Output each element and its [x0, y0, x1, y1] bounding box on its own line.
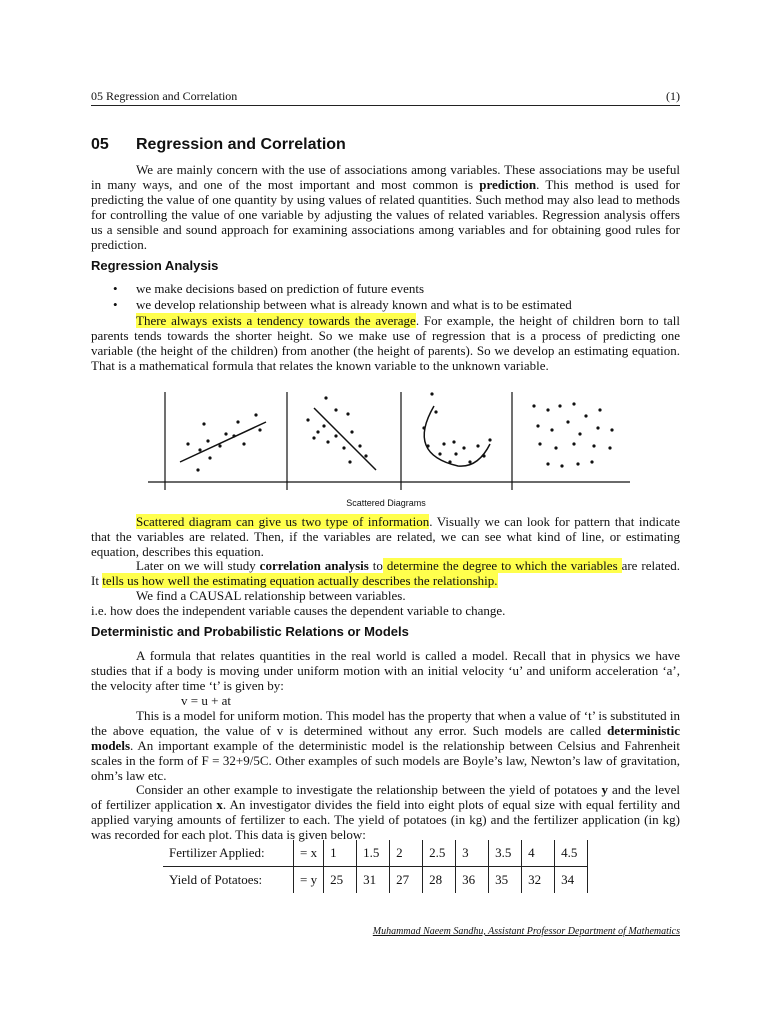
table-row — [163, 867, 588, 894]
velocity-formula: v = u + at — [181, 693, 232, 708]
highlight-estimating: tells us how well the estimating equation actually describes the relationship. — [102, 573, 498, 588]
intro-text-a: We are mainly concern with the use of associations among variables. These associations may be useful in many ways, and one of the most important and most common is — [91, 162, 680, 192]
table-cell: 36 — [456, 867, 489, 894]
table-cell: = y — [294, 867, 324, 894]
table-cell: Yield of Potatoes: — [169, 872, 263, 887]
models-paragraph-2 — [91, 708, 680, 783]
table-cell: 1.5 — [357, 840, 390, 867]
panel4-points — [532, 402, 613, 467]
table-cell: 4 — [522, 840, 555, 867]
regression-bullet-list — [91, 281, 680, 313]
models-paragraph-3 — [91, 782, 680, 842]
scatter-text: . Visually we can look for pattern that indicate that the variables are related. Then, if the variables are related, we can see what kind of line, or estimating equation, describes this equation. — [91, 514, 680, 559]
models-p3-text-b: and the level of fertilizer application — [91, 782, 680, 812]
models-p2-text-b: . An important example of the deterministic model is the relationship between Celsius and Fahrenheit scales in the form of F = 32+9/5C. Other examples of such models are Boyle’s law, Newton’s law of gravitation, ohm’s law etc. — [91, 738, 680, 783]
scattered-diagrams-figure — [138, 384, 634, 510]
intro-bold-prediction: prediction — [479, 177, 537, 192]
correlation-text-c: are related. It — [91, 558, 680, 588]
models-p2-text-a: This is a model for uniform motion. This model has the property that when a value of ‘t’ is substituted in the above equation, the value of v is determined without any error. Such models are called — [91, 708, 680, 738]
header-page-number: (1) — [666, 89, 680, 103]
regression-heading: Regression Analysis — [91, 258, 219, 273]
models-heading: Deterministic and Probabilistic Relations or Models — [91, 624, 409, 639]
causal-line: We find a CAUSAL relationship between variables. — [136, 588, 406, 603]
highlight-scatter: Scattered diagram can give us two type of information — [136, 514, 430, 529]
table-cell: 4.5 — [555, 840, 588, 867]
section-title — [91, 136, 346, 154]
highlight-tendency: There always exists a tendency towards the average — [136, 313, 416, 328]
models-p3-y: y — [601, 782, 608, 797]
models-p3-text-a: Consider an other example to investigate the relationship between the yield of potatoes — [136, 782, 602, 797]
page-footer: Muhammad Naeem Sandhu, Assistant Professor Department of Mathematics — [372, 926, 680, 937]
panel1-trend-line — [180, 422, 266, 462]
correlation-paragraph — [91, 558, 680, 588]
table-cell: 34 — [555, 867, 588, 894]
table-cell: 28 — [423, 867, 456, 894]
figure-caption: Scattered Diagrams — [346, 498, 426, 508]
intro-paragraph — [91, 162, 680, 252]
correlation-text-a: Later on we will study — [136, 558, 260, 573]
scatter-plots-svg — [138, 384, 634, 510]
page-header — [91, 89, 680, 106]
table-cell: 2 — [390, 840, 423, 867]
data-table — [163, 840, 588, 893]
table-cell: 3 — [456, 840, 489, 867]
regression-text: . For example, the height of children born to tall parents tends towards the shorter height. So we make use of regression that is a process of predicting one variable (the height of the children) from another (the height of parents). So we develop an estimating equation. That is a mathematical formula that relates the known variable to the unknown variable. — [91, 313, 680, 373]
section-title-text: Regression and Correlation — [136, 136, 346, 153]
models-p3-x: x — [216, 797, 223, 812]
table-cell: 3.5 — [489, 840, 522, 867]
section-number: 05 — [91, 136, 109, 153]
models-paragraph-1: A formula that relates quantities in the real world is called a model. Recall that in physics we have studies that if a body is moving under uniform motion with an initial velocity ‘u’ and uniform acceleration ‘a’, the velocity after time ‘t’ is given by: — [91, 648, 680, 693]
table-cell: 2.5 — [423, 840, 456, 867]
panel3-curve — [424, 406, 490, 466]
table-cell: 1 — [324, 840, 357, 867]
list-item: • we develop relationship between what is already known and what is to be estimated — [91, 297, 680, 313]
table-cell: = x — [294, 840, 324, 867]
panel3-points — [422, 392, 491, 463]
models-p2-bold: deterministic models — [91, 723, 680, 753]
table-cell: 31 — [357, 867, 390, 894]
header-title: 05 Regression and Correlation — [91, 89, 238, 103]
table-cell: 35 — [489, 867, 522, 894]
regression-paragraph — [91, 313, 680, 373]
highlight-degree: determine the degree to which the variables — [382, 558, 622, 573]
models-p3-text-c: . An investigator divides the field into eight plots of equal size with equal fertility and applied varying amounts of fertilizer to each. The yield of potatoes (in kg) and the fertilizer application (in kg) was recorded for each plot. This data is given below: — [91, 797, 680, 842]
table-cell: 32 — [522, 867, 555, 894]
list-item: • we make decisions based on prediction of future events — [91, 281, 680, 297]
scatter-paragraph — [91, 514, 680, 559]
table-cell: 25 — [324, 867, 357, 894]
correlation-text-b: to — [368, 558, 383, 573]
ie-line: i.e. how does the independent variable causes the dependent variable to change. — [91, 603, 506, 618]
intro-text-b: . This method is used for predicting the value of one quantity by using values of related quantities. Such method may also lead to methods for controlling the value of one variable by adjusting the values of related variables. Regression analysis offers us a sensible and sound approach for examining associations among variables and for obtaining good rules for prediction. — [91, 177, 681, 252]
table-cell: 27 — [390, 867, 423, 894]
data-table-wrap — [163, 840, 588, 893]
table-cell: Fertilizer Applied: — [163, 840, 294, 867]
table-row — [163, 840, 588, 867]
panel2-trend-line — [314, 408, 376, 470]
panel1-points — [186, 413, 261, 471]
correlation-bold: correlation analysis — [259, 558, 369, 573]
